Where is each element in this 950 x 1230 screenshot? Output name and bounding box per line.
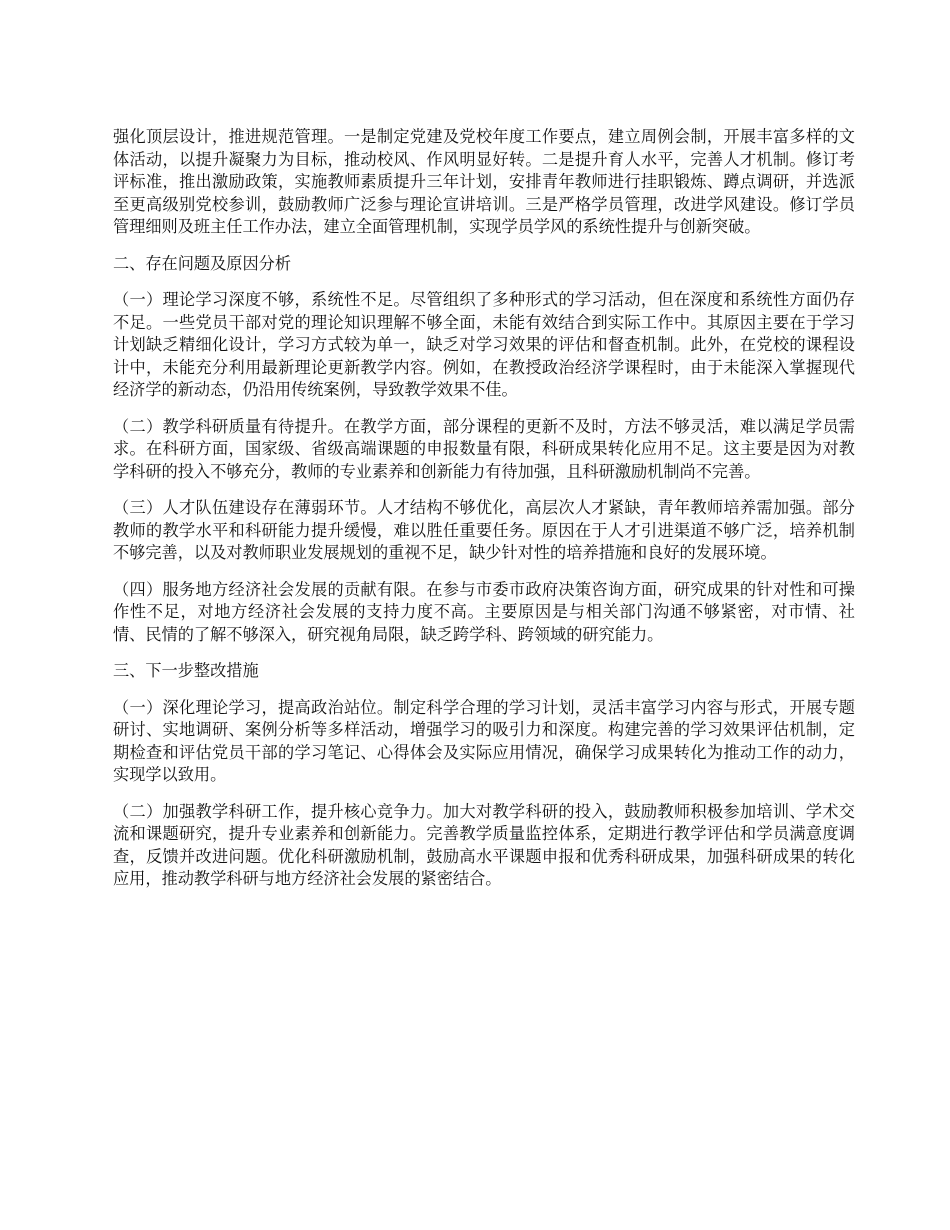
paragraph-problem-4: （四）服务地方经济社会发展的贡献有限。在参与市委市政府决策咨询方面，研究成果的针对性和可操作性不足，对地方经济社会发展的支持力度不高。主要原因是与相关部门沟通不够紧密，对市情、社情、民情的了解不够深入，研究视角局限，缺乏跨学科、跨领域的研究能力。 [113, 579, 855, 644]
paragraph-measure-2: （二）加强教学科研工作，提升核心竞争力。加大对教学科研的投入，鼓励教师积极参加培训、学术交流和课题研究，提升专业素养和创新能力。完善教学质量监控体系，定期进行教学评估和学员满意度调查，反馈并改进问题。优化科研激励机制，鼓励高水平课题申报和优秀科研成果，加强科研成果的转化应用，推动教学科研与地方经济社会发展的紧密结合。 [113, 801, 855, 888]
paragraph-problem-2: （二）教学科研质量有待提升。在教学方面，部分课程的更新不及时，方法不够灵活，难以满足学员需求。在科研方面，国家级、省级高端课题的申报数量有限，科研成果转化应用不足。这主要是因为对教学科研的投入不够充分，教师的专业素养和创新能力有待加强，且科研激励机制尚不完善。 [113, 416, 855, 481]
paragraph-problem-3: （三）人才队伍建设存在薄弱环节。人才结构不够优化，高层次人才紧缺，青年教师培养需加强。部分教师的教学水平和科研能力提升缓慢，难以胜任重要任务。原因在于人才引进渠道不够广泛，培养机制不够完善，以及对教师职业发展规划的重视不足，缺少针对性的培养措施和良好的发展环境。 [113, 498, 855, 562]
paragraph-top-design: 强化顶层设计，推进规范管理。一是制定党建及党校年度工作要点，建立周例会制，开展丰富多样的文体活动，以提升凝聚力为目标，推动校风、作风明显好转。二是提升育人水平，完善人才机制。修订考评标准，推出激励政策，实施教师素质提升三年计划，安排青年教师进行挂职锻炼、蹲点调研，并选派至更高级别党校参训，鼓励教师广泛参与理论宣讲培训。三是严格学员管理，改进学风建设。修订学员管理细则及班主任工作办法，建立全面管理机制，实现学员学风的系统性提升与创新突破。 [113, 127, 855, 236]
paragraph-measure-1: （一）深化理论学习，提高政治站位。制定科学合理的学习计划，灵活丰富学习内容与形式，开展专题研讨、实地调研、案例分析等多样活动，增强学习的吸引力和深度。构建完善的学习效果评估机制，定期检查和评估党员干部的学习笔记、心得体会及实际应用情况，确保学习成果转化为推动工作的动力，实现学以致用。 [113, 697, 855, 784]
document-body [113, 126, 855, 905]
section-heading-measures: 三、下一步整改措施 [113, 661, 259, 680]
paragraph-problem-1: （一）理论学习深度不够，系统性不足。尽管组织了多种形式的学习活动，但在深度和系统性方面仍存不足。一些党员干部对党的理论知识理解不够全面，未能有效结合到实际工作中。其原因主要在于学习计划缺乏精细化设计，学习方式较为单一，缺乏对学习效果的评估和督查机制。此外，在党校的课程设计中，未能充分利用最新理论更新教学内容。例如，在教授政治经济学课程时，由于未能深入掌握现代经济学的新动态，仍沿用传统案例，导致教学效果不佳。 [113, 290, 855, 399]
section-heading-problems: 二、存在问题及原因分析 [113, 253, 292, 273]
